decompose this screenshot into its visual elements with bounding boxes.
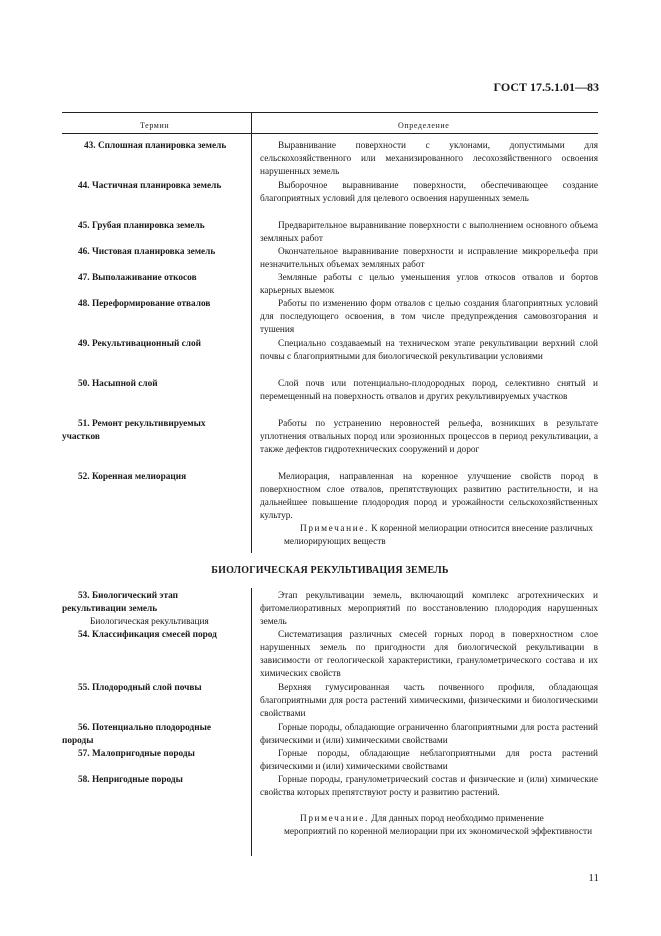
definition-47: Земляные работы с целью уменьшения углов откосов отвалов и бортов карьерных выемок bbox=[260, 273, 598, 296]
definition-54: Систематизация различных смесей горных пород в поверхностном слое нарушенных земель по пригодности для биологической рекультивации в зависимости от геологической характеристики, гранулометрического состава и их химических свойств bbox=[260, 630, 598, 679]
term-55: 55. Плодородный слой почвы bbox=[78, 683, 202, 693]
note-text: К коренной мелиорации относится внесение различных мелиорирующих веществ bbox=[284, 524, 593, 547]
page-number: 11 bbox=[588, 872, 599, 884]
term-58: 58. Непригодные породы bbox=[78, 775, 183, 785]
definition-43: Выравнивание поверхности с уклонами, допустимыми для сельскохозяйственного или механизированного лесохозяйственного освоения нарушенных земель bbox=[260, 141, 598, 177]
term-50: 50. Насыпной слой bbox=[78, 379, 158, 389]
definition-48: Работы по изменению форм отвалов с целью создания благоприятных условий для последующего освоения, в том числе предупреждения самовозгорания и тушения bbox=[260, 299, 598, 335]
definition-58: Горные породы, гранулометрический состав и физические и (или) химические свойства которых препятствуют росту и развитию растений. bbox=[260, 775, 598, 798]
definition-45: Предварительное выравнивание поверхности с выполнением основного объема земляных работ bbox=[260, 221, 598, 244]
definition-44: Выборочное выравнивание поверхности, обеспечивающее создание благоприятных условий для целевого освоения нарушенных земель bbox=[260, 181, 598, 204]
term-48: 48. Переформирование отвалов bbox=[78, 299, 211, 309]
definition-56: Горные породы, обладающие ограниченно благоприятными для роста растений физическими и (или) химическими свойствами bbox=[260, 723, 598, 746]
term-47: 47. Выполаживание откосов bbox=[78, 273, 197, 283]
note-label: Примечание. bbox=[300, 814, 369, 824]
term-52: 52. Коренная мелиорация bbox=[78, 472, 187, 482]
term-53-synonym: Биологическая рекультивация bbox=[90, 617, 209, 627]
term-49: 49. Рекультивационный слой bbox=[78, 339, 202, 349]
term-46: 46. Чистовая планировка земель bbox=[78, 247, 216, 257]
term-44: 44. Частичная планировка земель bbox=[78, 181, 222, 191]
note-label: Примечание. bbox=[300, 524, 369, 534]
note-text: Для данных пород необходимо применение мероприятий по коренной мелиорации при их экономической эффективности bbox=[284, 814, 593, 837]
column-header-definition: Определение bbox=[398, 121, 450, 130]
term-45: 45. Грубая планировка земель bbox=[78, 221, 205, 231]
document-code: ГОСТ 17.5.1.01—83 bbox=[493, 80, 599, 94]
term-57: 57. Малопригодные породы bbox=[78, 749, 195, 759]
column-header-term: Термин bbox=[140, 121, 170, 130]
table-header-rule bbox=[62, 133, 598, 134]
definition-57: Горные породы, обладающие неблагоприятными для роста растений физическими и (или) химическими свойствами bbox=[260, 749, 598, 772]
definition-50: Слой почв или потенциально-плодородных пород, селективно снятый и перемещенный на поверхность отвалов и других рекультивируемых участков bbox=[260, 379, 598, 402]
column-divider-upper bbox=[251, 112, 252, 553]
definition-51: Работы по устранению неровностей рельефа, возникших в результате уплотнения отвальных пород или эрозионных процессов в период рекультивации, а также дефектов гидротехнических сооружений и дорог bbox=[260, 419, 598, 455]
term-56: 56. Потенциально плодородные породы bbox=[62, 723, 211, 746]
term-43: 43. Сплошная планировка земель bbox=[84, 141, 227, 151]
definition-46: Окончательное выравнивание поверхности и исправление микрорельефа при незначительных объемах земляных работ bbox=[260, 247, 598, 270]
term-51: 51. Ремонт рекультивируемых участков bbox=[62, 419, 206, 442]
term-53: 53. Биологический этап рекультивации земель bbox=[62, 591, 179, 614]
note-58 bbox=[284, 813, 598, 839]
section-title: БИОЛОГИЧЕСКАЯ РЕКУЛЬТИВАЦИЯ ЗЕМЕЛЬ bbox=[211, 565, 449, 576]
definition-55: Верхняя гумусированная часть почвенного профиля, обладающая благоприятными для роста растений химическими, физическими и биологическими свойствами bbox=[260, 683, 598, 719]
definition-49: Специально создаваемый на техническом этапе рекультивации верхний слой почвы с благоприятными для биологической рекультивации условиями bbox=[260, 339, 598, 362]
term-54: 54. Классификация смесей пород bbox=[78, 630, 217, 640]
table-top-rule bbox=[62, 112, 598, 113]
definition-52: Мелиорация, направленная на коренное улучшение свойств пород в поверхностном слое отвалов, препятствующих развитию растительности, и на дальнейшее повышение плодородия пород и урожайности сельскохозяйственных культур. bbox=[260, 472, 598, 521]
note-52 bbox=[284, 523, 598, 549]
definition-53: Этап рекультивации земель, включающий комплекс агротехнических и фитомелиоративных мероприятий по восстановлению плодородия нарушенных земель bbox=[260, 591, 598, 627]
